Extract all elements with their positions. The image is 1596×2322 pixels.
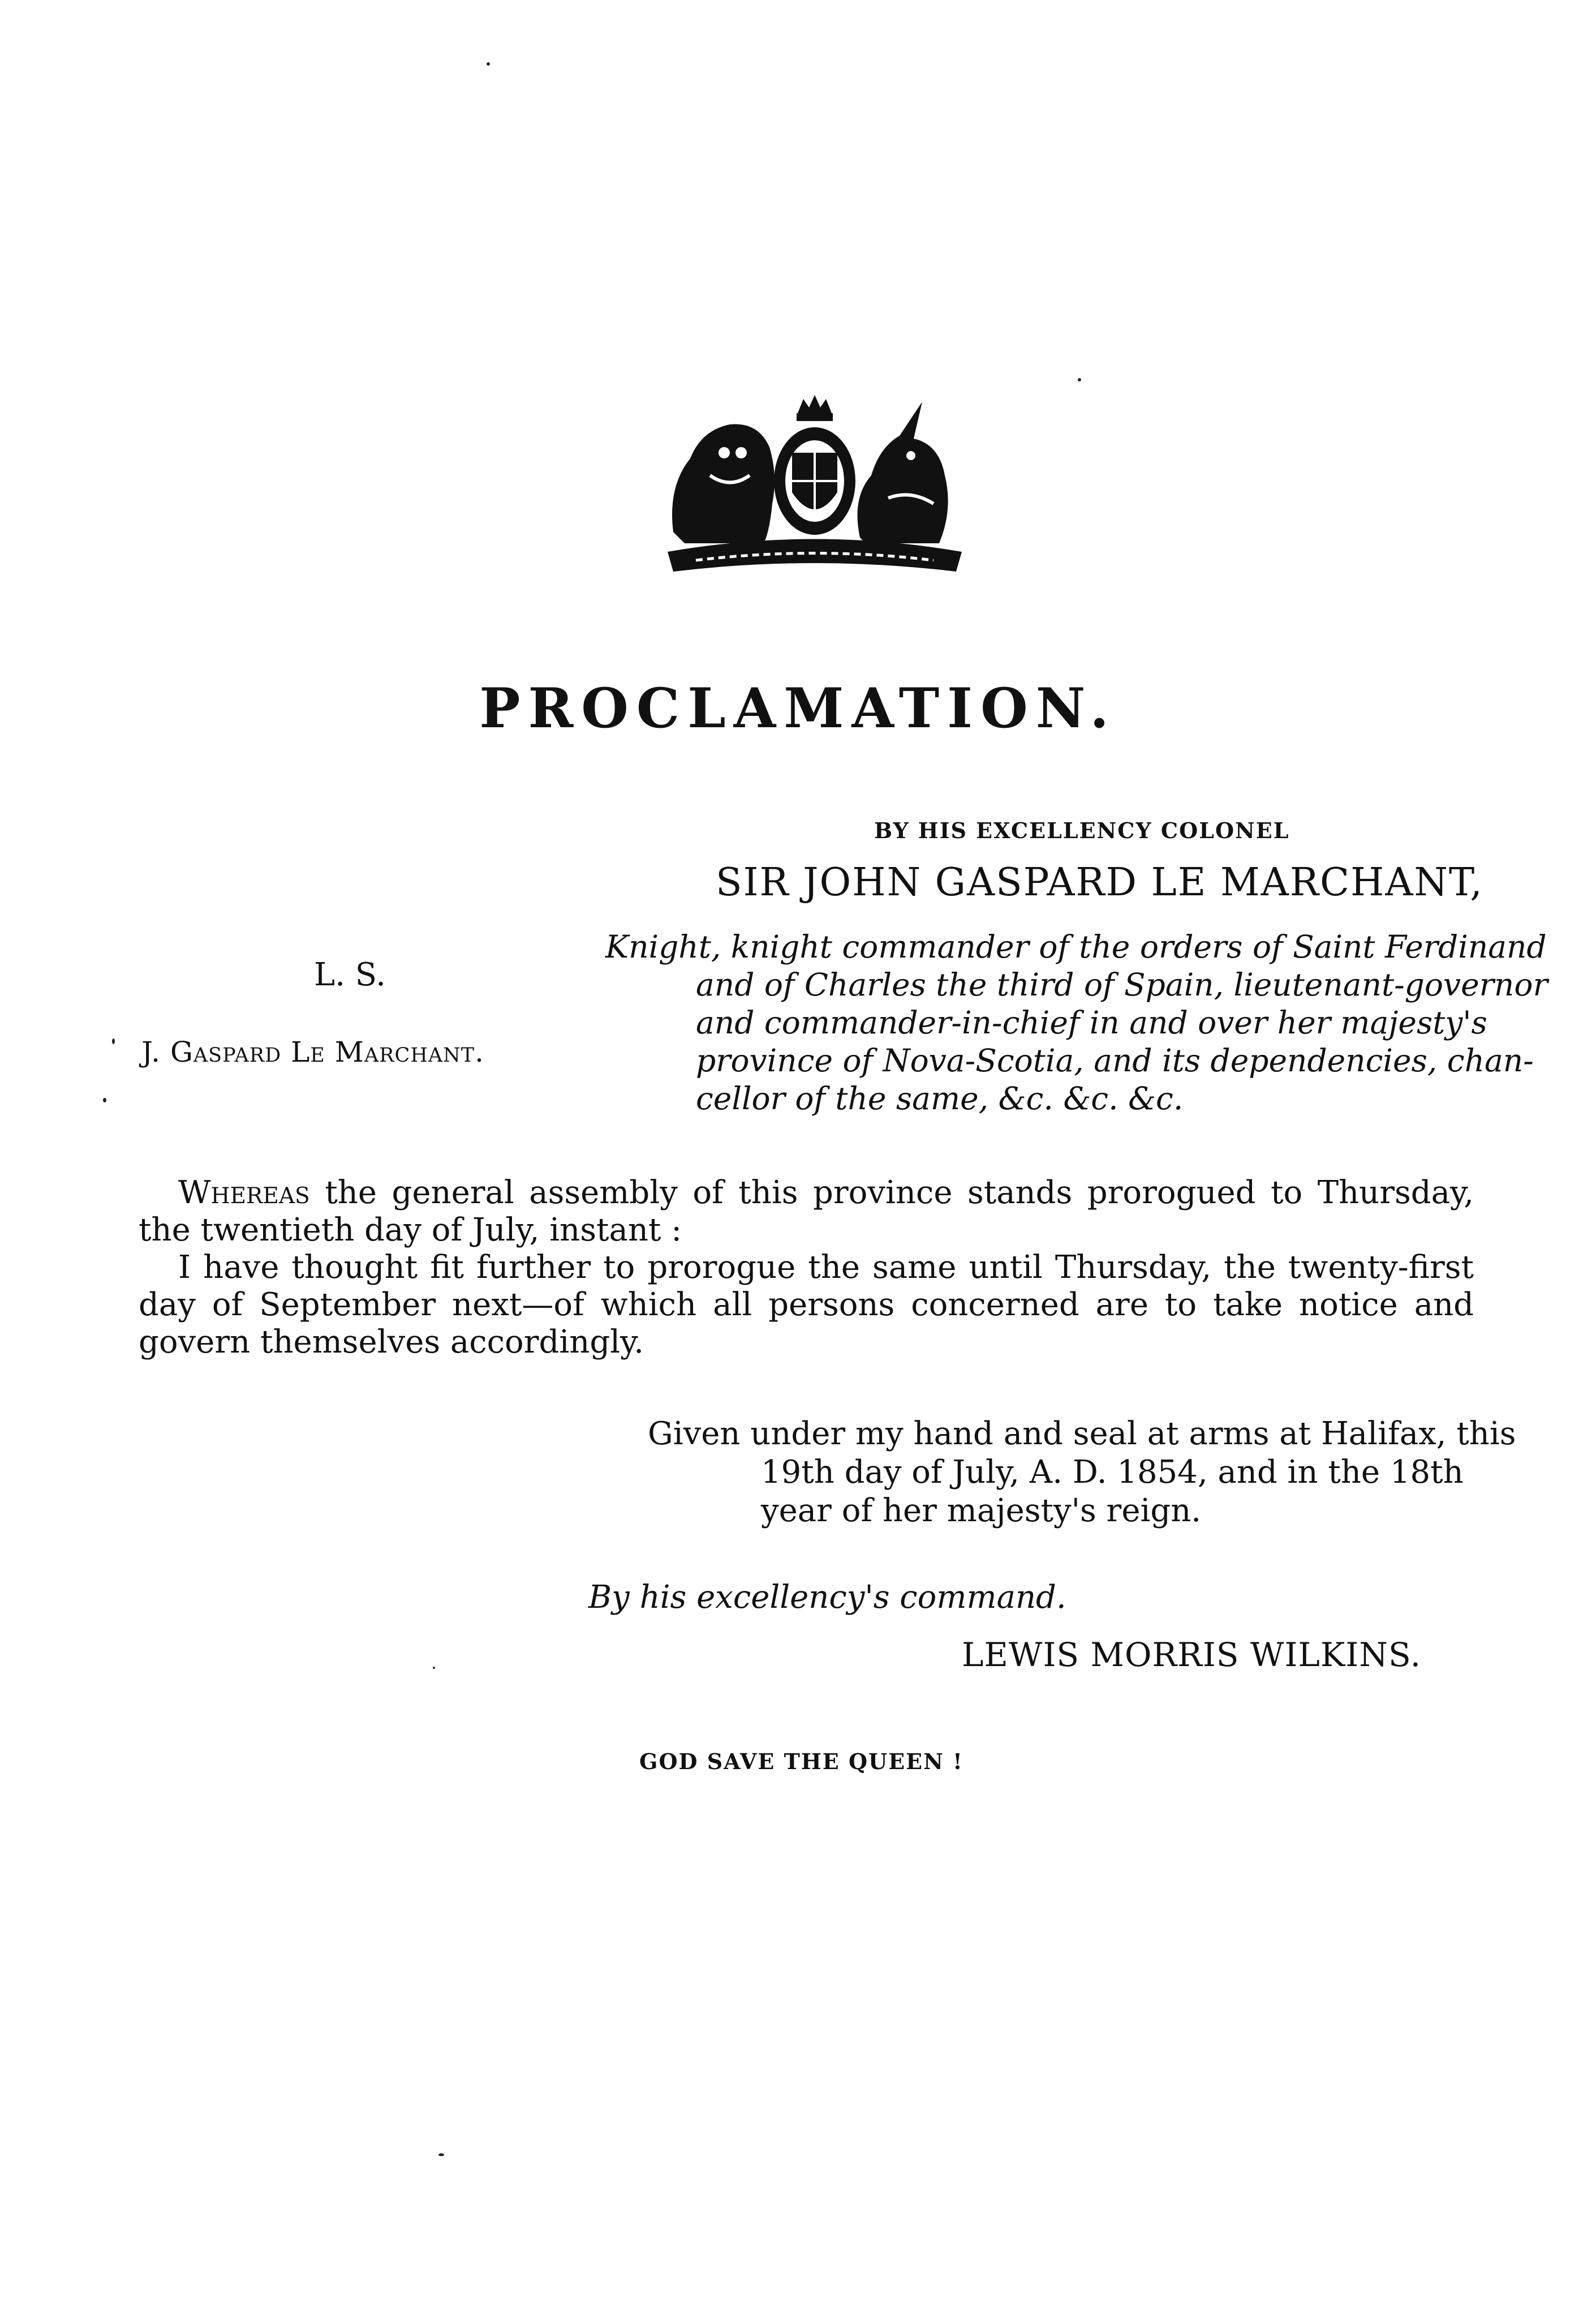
signatory-name: LEWIS MORRIS WILKINS. [962,1636,1422,1674]
titles-line: cellor of the same, &c. &c. &c. [696,1080,1184,1117]
opening-word: Whereas [178,1174,310,1211]
titles-line: and of Charles the third of Spain, lieutenant-governor [696,967,1548,1003]
by-his-excellency-line: BY HIS EXCELLENCY COLONEL [874,818,1290,843]
print-speck [433,1667,435,1669]
paragraph-text: the general assembly of this province stands prorogued to Thursday, the twentieth day of July, instant : [139,1174,1474,1248]
titles-line: province of Nova-Scotia, and its dependencies, chan- [696,1042,1534,1079]
governor-titles [605,928,1548,1118]
print-speck [438,2153,444,2156]
titles-line: and commander-in-chief in and over her majesty's [696,1005,1487,1041]
royal-coat-of-arms-icon [656,390,973,577]
print-speck [1078,378,1081,381]
body-paragraph [139,1174,1474,1249]
print-speck [487,62,490,66]
body-paragraph: I have thought fit further to prorogue the same until Thursday, the twenty-first day of September next—of which all persons concerned are to take notice and govern themselves accordingly. [139,1249,1474,1360]
governor-name: SIR JOHN GASPARD LE MARCHANT, [716,860,1483,905]
given-line: 19th day of July, A. D. 1854, and in the 18th [761,1454,1464,1491]
by-command-line: By his excellency's command. [588,1579,1066,1616]
given-line: Given under my hand and seal at arms at Halifax, this [648,1415,1516,1452]
given-line: year of her majesty's reign. [761,1492,1202,1529]
closing-line: GOD SAVE THE QUEEN ! [639,1749,963,1774]
seal-mark: L. S. [314,956,386,993]
given-under-hand-block [648,1415,1516,1530]
proclamation-body [139,1174,1474,1361]
proclamation-title: PROCLAMATION. [479,676,1117,740]
seal-signature-name: J. Gaspard Le Marchant. [141,1036,484,1068]
titles-line: Knight, knight commander of the orders of Saint Ferdinand [605,929,1547,965]
print-speck [112,1038,115,1044]
print-speck [103,1098,106,1102]
